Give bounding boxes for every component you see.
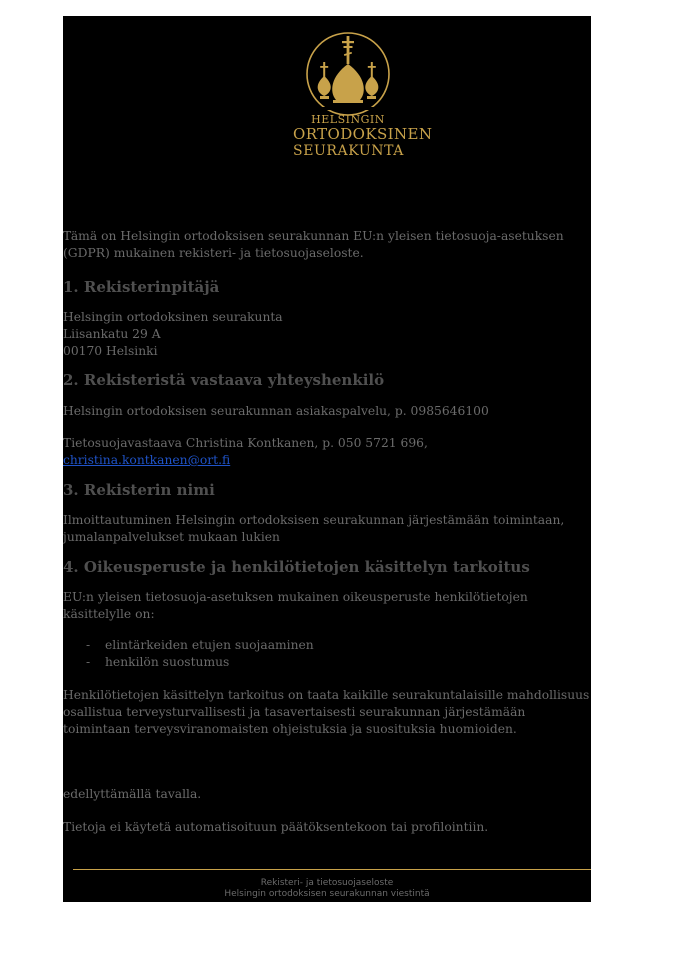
- automation-statement: Tietoja ei käytetä automatisoituun päätöksentekoon tai profilointiin.: [63, 820, 489, 834]
- bullet-vital-interests: elintärkeiden etujen suojaaminen: [105, 638, 314, 652]
- footer-subtitle: Helsingin ortodoksisen seurakunnan viestintä: [224, 889, 430, 899]
- bullet-consent: henkilön suostumus: [105, 655, 230, 669]
- list-item: - henkilön suostumus: [86, 655, 230, 669]
- footer-title: Rekisteri- ja tietosuojaseloste: [260, 878, 394, 888]
- controller-city: 00170 Helsinki: [63, 344, 158, 358]
- customer-service-line: Helsingin ortodoksisen seurakunnan asiakaspalvelu, p. 0985646100: [63, 404, 489, 418]
- document-page: [63, 16, 591, 902]
- logo-wordmark: [293, 113, 433, 159]
- document-body: [63, 228, 591, 836]
- heading-yhteyshenkilo: 2. Rekisteristä vastaava yhteyshenkilö: [63, 371, 385, 389]
- purpose-paragraph: Henkilötietojen käsittelyn tarkoitus on taata kaikille seurakuntalaisille mahdollisuus osallistua terveysturvallisesti ja tasavertaisesti seurakunnan järjestämään toimintaan terveysviranomaisten ohjeistuksia ja suosituksia huomioiden.: [63, 688, 590, 736]
- controller-name: Helsingin ortodoksinen seurakunta: [63, 310, 283, 324]
- intro-paragraph: Tämä on Helsingin ortodoksisen seurakunnan EU:n yleisen tietosuoja-asetuksen (GDPR) mukainen rekisteri- ja tietosuojaseloste.: [63, 229, 564, 260]
- register-name-text: Ilmoittautuminen Helsingin ortodoksisen seurakunnan järjestämään toimintaan, jumalanpalvelukset mukaan lukien: [63, 513, 565, 544]
- logo-line-ortodoksinen: ORTODOKSINEN: [293, 125, 433, 143]
- heading-rekisterinpitaja: 1. Rekisterinpitäjä: [63, 278, 220, 296]
- dpo-text: Tietosuojavastaava Christina Kontkanen, p. 050 5721 696,: [63, 436, 428, 450]
- controller-street: Liisankatu 29 A: [63, 327, 161, 341]
- dpo-email-link[interactable]: christina.kontkanen@ort.fi: [63, 453, 231, 467]
- purpose-continuation: edellyttämällä tavalla.: [63, 787, 202, 801]
- list-item: - elintärkeiden etujen suojaaminen: [86, 638, 314, 652]
- page-footer: [63, 878, 591, 900]
- dpo-line: [63, 435, 591, 469]
- legal-basis-text: EU:n yleisen tietosuoja-asetuksen mukainen oikeusperuste henkilötietojen käsittelylle on:: [63, 590, 528, 621]
- logo-line-helsingin: HELSINGIN: [311, 113, 385, 126]
- logo-line-seurakunta: SEURAKUNTA: [293, 143, 404, 159]
- parish-logo: [293, 26, 433, 176]
- heading-rekisterin-nimi: 3. Rekisterin nimi: [63, 481, 215, 499]
- legal-basis-list: [63, 637, 591, 671]
- church-domes-icon: [293, 26, 403, 116]
- footer-divider: [73, 869, 591, 870]
- heading-oikeusperuste: 4. Oikeusperuste ja henkilötietojen käsittelyn tarkoitus: [63, 558, 530, 576]
